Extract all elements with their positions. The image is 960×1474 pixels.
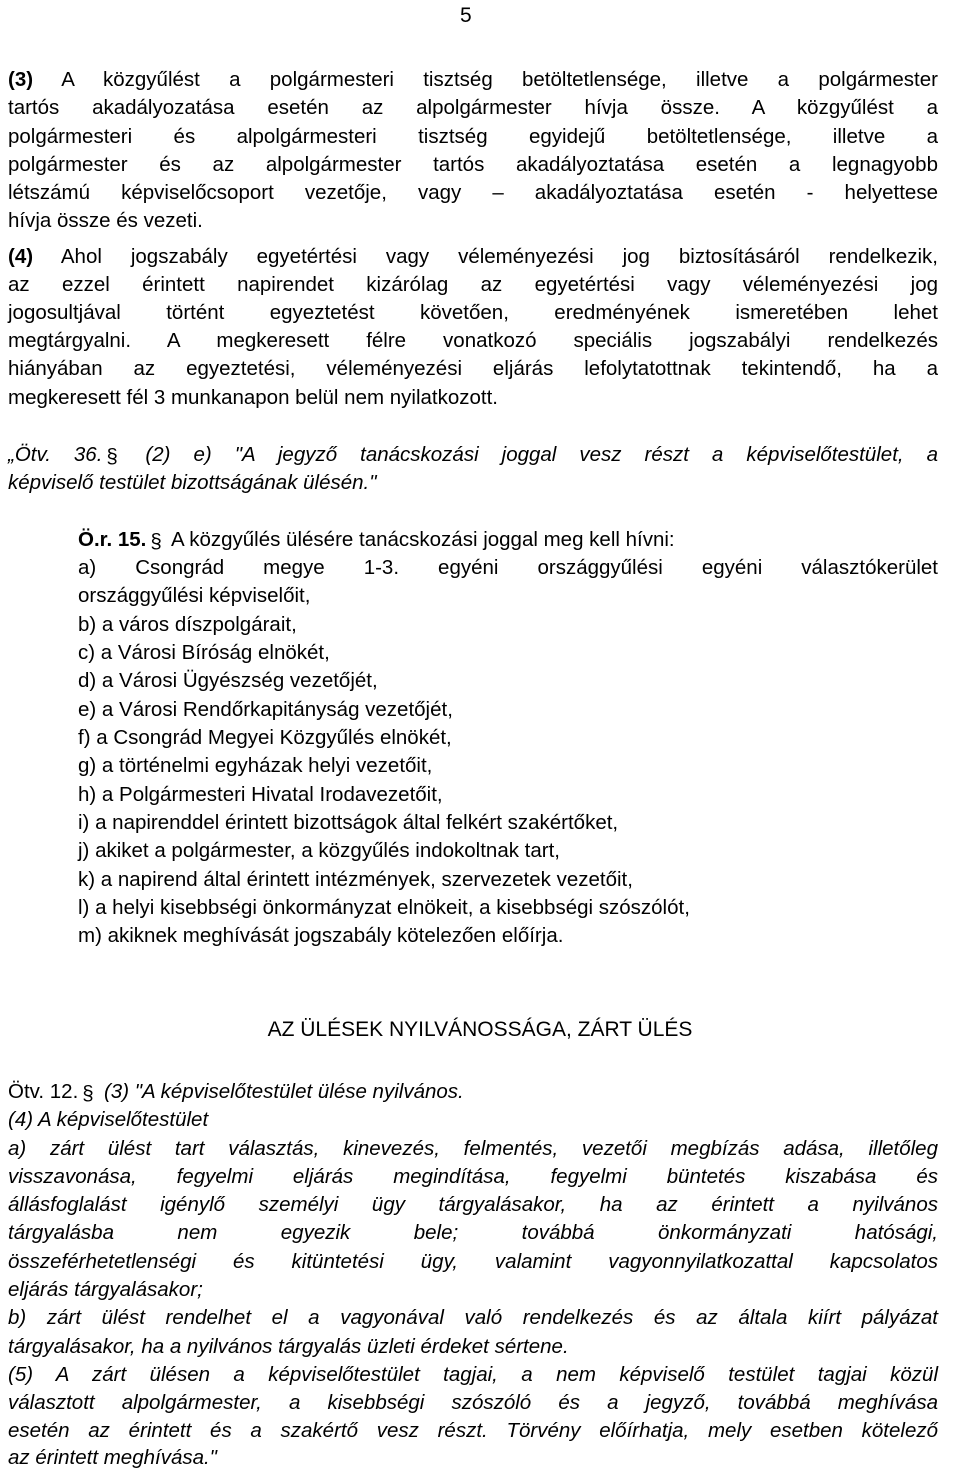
list-item: a) Csongrád megye 1-3. egyéni országgyűlési egyéni választókerület [78,556,938,579]
list-item: k) a napirend által érintett intézmények, szervezetek vezetőit, [78,868,633,891]
otv36-line: képviselő testület bizottságának ülésén." [8,471,377,494]
otv36-ref: „Ötv. 36. [8,443,103,466]
list-item: h) a Polgármesteri Hivatal Irodavezetőit, [78,783,443,806]
list-item: i) a napirenddel érintett bizottságok által felkért szakértőket, [78,811,619,834]
para3-label: (3) [8,68,34,91]
list-item: d) a Városi Ügyészség vezetőjét, [78,669,378,692]
para3-line: hívja össze és vezeti. [8,209,203,232]
section-sign-icon [106,446,118,464]
para4-line: hiányában az egyeztetési, véleményezési eljárás lefolytatottnak tekintendő, ha a [8,357,938,380]
para3-line: (3) A közgyűlést a polgármesteri tisztség betöltetlensége, illetve a polgármester [8,68,938,91]
para4-line: az ezzel érintett napirendet kizárólag az egyetértési vagy véleményezési jog [8,273,938,296]
otv12-line: eljárás tárgyalásakor; [8,1278,203,1301]
para3-line: polgármesteri és alpolgármesteri tisztség egyidejű betöltetlensége, illetve a [8,125,938,148]
list-item: országgyűlési képviselőit, [78,584,311,607]
para4-line: (4) Ahol jogszabály egyetértési vagy véleményezési jog biztosításáról rendelkezik, [8,245,938,268]
section-sign-icon [150,531,162,549]
otv12-line: (5) A zárt ülésen a képviselőtestület tagjai, a nem képviselő testület tagjai közül [8,1363,938,1386]
otv36-line: „Ötv. 36.§ (2) e) "A jegyző tanácskozási joggal vesz részt a képviselőtestület, a [8,441,938,469]
otv12-line: választott alpolgármester, a kisebbségi szószóló és a jegyző, továbbá meghívása [8,1391,938,1414]
list-item: c) a Városi Bíróság elnökét, [78,641,330,664]
otv12-line: állásfoglalást igénylő személyi ügy tárgyalásakor, ha az érintett a nyilvános [8,1193,938,1216]
page-number: 5 [460,4,472,27]
para4-label: (4) [8,245,34,268]
list-item: l) a helyi kisebbségi önkormányzat elnökeit, a kisebbségi szószólót, [78,896,690,919]
list-item: e) a Városi Rendőrkapitányság vezetőjét, [78,698,453,721]
para4-line: megkeresett fél 3 munkanapon belül nem nyilatkozott. [8,386,498,409]
list-item: b) a város díszpolgárait, [78,613,297,636]
section-heading: AZ ÜLÉSEK NYILVÁNOSSÁGA, ZÁRT ÜLÉS [267,1018,693,1041]
otv12-line: b) zárt ülést rendelhet el a vagyonával való rendelkezés és az általa kiírt pályázat [8,1306,938,1329]
para3-line: polgármester és az alpolgármester tartós akadályoztatása esetén a legnagyobb [8,153,938,176]
otv12-line: visszavonása, fegyelmi eljárás megindítása, fegyelmi büntetés kiszabása és [8,1165,938,1188]
section-sign-icon [82,1083,94,1101]
or15-ref: Ö.r. 15. [78,528,147,551]
otv12-line: tárgyalásba nem egyezik bele; továbbá önkormányzati hatósági, [8,1221,938,1244]
otv12-line: a) zárt ülést tart választás, kinevezés, felmentés, vezetői megbízás adása, illetőleg [8,1137,938,1160]
otv12-line: tárgyalásakor, ha a nyilvános tárgyalás üzleti érdeket sértene. [8,1335,569,1358]
or15-intro-line: Ö.r. 15.§ A közgyűlés ülésére tanácskozási joggal meg kell hívni: [78,526,675,554]
list-item: j) akiket a polgármester, a közgyűlés indokoltnak tart, [78,839,560,862]
otv12-line: esetén az érintett és a szakértő vesz részt. Törvény előírhatja, mely esetben kötelező [8,1419,938,1442]
list-item: f) a Csongrád Megyei Közgyűlés elnökét, [78,726,452,749]
list-item: m) akiknek meghívását jogszabály kötelezően előírja. [78,924,564,947]
otv12-line: (4) A képviselőtestület [8,1108,209,1131]
otv12-line: összeférhetetlenségi és kitüntetési ügy, valamint vagyonnyilatkozattal kapcsolatos [8,1250,938,1273]
para4-line: jogosultjával történt egyeztetést követően, eredményének ismeretében lehet [8,301,938,324]
otv12-line: Ötv. 12.§ (3) "A képviselőtestület ülése nyilvános. [8,1078,464,1106]
otv12-ref: Ötv. 12. [8,1080,79,1103]
para4-line: megtárgyalni. A megkeresett félre vonatkozó speciális jogszabályi rendelkezés [8,329,938,352]
para3-line: tartós akadályozatása esetén az alpolgármester hívja össze. A közgyűlést a [8,96,938,119]
otv12-line: az érintett meghívása." [8,1446,217,1469]
list-item: g) a történelmi egyházak helyi vezetőit, [78,754,433,777]
para3-line: létszámú képviselőcsoport vezetője, vagy – akadályoztatása esetén - helyettese [8,181,938,204]
